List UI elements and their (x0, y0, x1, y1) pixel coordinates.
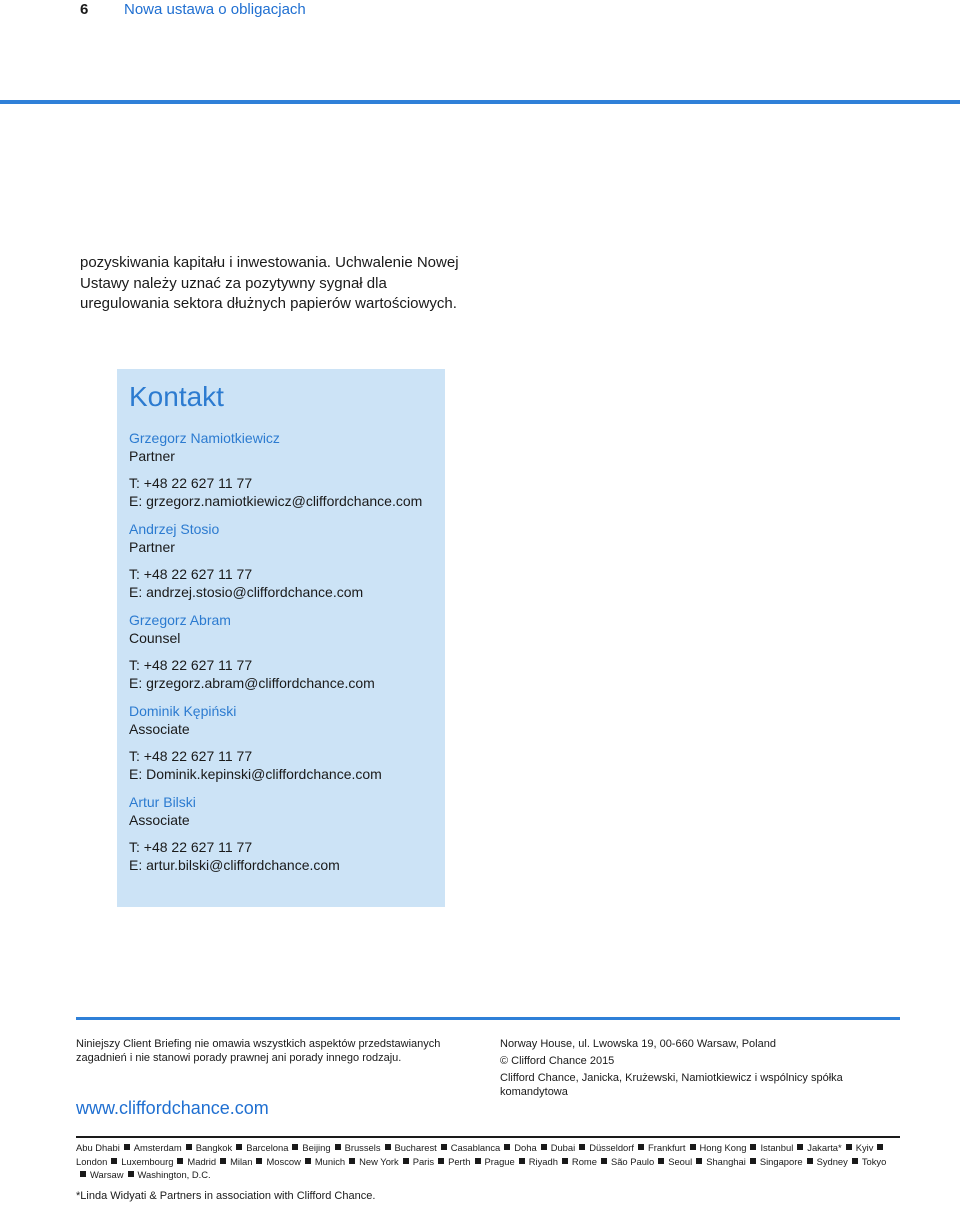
office-name: Bangkok (195, 1142, 233, 1153)
contact-email[interactable]: E: grzegorz.namiotkiewicz@cliffordchance.com (129, 493, 423, 509)
contact-name: Andrzej Stosio (129, 521, 220, 537)
office-separator (403, 1158, 409, 1164)
intro-paragraph (80, 253, 480, 315)
office-separator (292, 1144, 298, 1150)
contact-name: Artur Bilski (129, 794, 196, 810)
contact-person (129, 429, 439, 510)
contact-email[interactable]: E: grzegorz.abram@cliffordchance.com (129, 675, 375, 691)
office-separator (236, 1144, 242, 1150)
office-name: Amsterdam (133, 1142, 182, 1153)
office-separator (441, 1144, 447, 1150)
office-separator (256, 1158, 262, 1164)
disclaimer-text: Niniejszy Client Briefing nie omawia wszystkich aspektów przedstawianych zagadnień i nie stanowi porady prawnej ani porady innego rodzaju. (76, 1038, 441, 1064)
office-name: Prague (484, 1155, 515, 1167)
contact-phone[interactable]: T: +48 22 627 11 77 (129, 748, 253, 764)
office-name: Doha (514, 1142, 537, 1153)
contact-person (129, 611, 439, 692)
office-separator (638, 1144, 644, 1150)
office-name: Seoul (668, 1155, 693, 1167)
office-separator (335, 1144, 341, 1150)
copyright-text: © Clifford Chance 2015 (500, 1055, 615, 1067)
office-name: Shanghai (706, 1155, 746, 1167)
office-separator (797, 1144, 803, 1150)
office-separator (690, 1144, 696, 1150)
office-separator (750, 1158, 756, 1164)
contact-person (129, 702, 439, 783)
office-name: New York (359, 1155, 399, 1167)
office-separator (696, 1158, 702, 1164)
office-name: Milan (230, 1155, 253, 1167)
office-name: Beijing (302, 1142, 331, 1153)
office-name: Barcelona (246, 1142, 289, 1153)
office-name: Paris (412, 1155, 435, 1167)
office-separator (541, 1144, 547, 1150)
firm-name-text: Clifford Chance, Janicka, Krużewski, Namiotkiewicz i wspólnicy spółka komandytowa (500, 1072, 843, 1098)
office-name: Düsseldorf (589, 1142, 634, 1153)
office-separator (658, 1158, 664, 1164)
office-separator (305, 1158, 311, 1164)
office-name: Tokyo (861, 1155, 887, 1167)
office-name: Moscow (266, 1155, 301, 1167)
intro-line: pozyskiwania kapitału i inwestowania. Uchwalenie Nowej (80, 254, 459, 271)
office-separator (579, 1144, 585, 1150)
office-name: Dubai (550, 1142, 576, 1153)
office-separator (475, 1158, 481, 1164)
website-link[interactable]: www.cliffordchance.com (76, 1098, 269, 1118)
office-name: Munich (314, 1155, 346, 1167)
office-name: Warsaw (90, 1169, 124, 1180)
office-separator (111, 1158, 117, 1164)
header-divider (0, 100, 960, 104)
office-name: Istanbul (760, 1142, 794, 1153)
office-name: Brussels (344, 1142, 381, 1153)
contact-role: Counsel (129, 630, 181, 646)
office-separator (519, 1158, 525, 1164)
office-name: Perth (448, 1155, 471, 1167)
firm-address-block (500, 1037, 890, 1102)
office-separator (562, 1158, 568, 1164)
office-separator (807, 1158, 813, 1164)
office-separator (385, 1144, 391, 1150)
office-name: Abu Dhabi (76, 1142, 120, 1153)
office-separator (124, 1144, 130, 1150)
office-separator (220, 1158, 226, 1164)
office-name: Frankfurt (648, 1142, 686, 1153)
contact-role: Partner (129, 539, 175, 555)
contact-name: Dominik Kępiński (129, 703, 237, 719)
page-number: 6 (80, 1, 89, 18)
office-separator (504, 1144, 510, 1150)
contact-role: Partner (129, 448, 175, 464)
office-separator (186, 1144, 192, 1150)
footnote-text: *Linda Widyati & Partners in association with Clifford Chance. (76, 1190, 376, 1202)
office-name: Singapore (759, 1155, 803, 1167)
office-separator (601, 1158, 607, 1164)
office-name: Hong Kong (699, 1142, 747, 1153)
office-name: Kyiv (855, 1142, 874, 1153)
footer-divider (76, 1017, 900, 1020)
contact-title: Kontakt (129, 381, 224, 412)
contact-name: Grzegorz Abram (129, 612, 231, 628)
contact-person (129, 520, 439, 601)
contact-email[interactable]: E: Dominik.kepinski@cliffordchance.com (129, 766, 382, 782)
contact-name: Grzegorz Namiotkiewicz (129, 430, 280, 446)
office-name: Sydney (816, 1155, 848, 1167)
office-separator (80, 1171, 86, 1177)
office-separator (750, 1144, 756, 1150)
office-name: São Paulo (610, 1155, 655, 1167)
contact-role: Associate (129, 721, 190, 737)
contact-email[interactable]: E: andrzej.stosio@cliffordchance.com (129, 584, 364, 600)
office-separator (438, 1158, 444, 1164)
contact-person (129, 793, 439, 874)
office-name: Riyadh (528, 1155, 558, 1167)
office-name: Luxembourg (121, 1155, 174, 1167)
offices-list (76, 1141, 900, 1182)
contact-phone[interactable]: T: +48 22 627 11 77 (129, 839, 253, 855)
office-name: Casablanca (450, 1142, 501, 1153)
office-name: Bucharest (394, 1142, 437, 1153)
contact-phone[interactable]: T: +48 22 627 11 77 (129, 475, 253, 491)
intro-line: Ustawy należy uznać za pozytywny sygnał dla (80, 274, 387, 292)
offices-divider (76, 1136, 900, 1138)
office-name: Rome (571, 1155, 597, 1167)
intro-line: uregulowania sektora dłużnych papierów wartościowych. (80, 295, 457, 312)
office-name: Madrid (187, 1155, 217, 1167)
office-separator (177, 1158, 183, 1164)
contact-role: Associate (129, 812, 190, 828)
office-separator (128, 1171, 134, 1177)
page-header-title: Nowa ustawa o obligacjach (124, 1, 306, 18)
contact-email[interactable]: E: artur.bilski@cliffordchance.com (129, 857, 340, 873)
office-separator (349, 1158, 355, 1164)
contact-phone[interactable]: T: +48 22 627 11 77 (129, 657, 253, 673)
contact-box (117, 369, 445, 907)
office-separator (852, 1158, 858, 1164)
office-separator (846, 1144, 852, 1150)
address-text: Norway House, ul. Lwowska 19, 00-660 Warsaw, Poland (500, 1038, 776, 1050)
office-name: Jakarta* (807, 1142, 842, 1153)
office-name: Washington, D.C. (137, 1169, 211, 1180)
contact-phone[interactable]: T: +48 22 627 11 77 (129, 566, 253, 582)
office-separator (877, 1144, 883, 1150)
office-name: London (76, 1155, 108, 1167)
